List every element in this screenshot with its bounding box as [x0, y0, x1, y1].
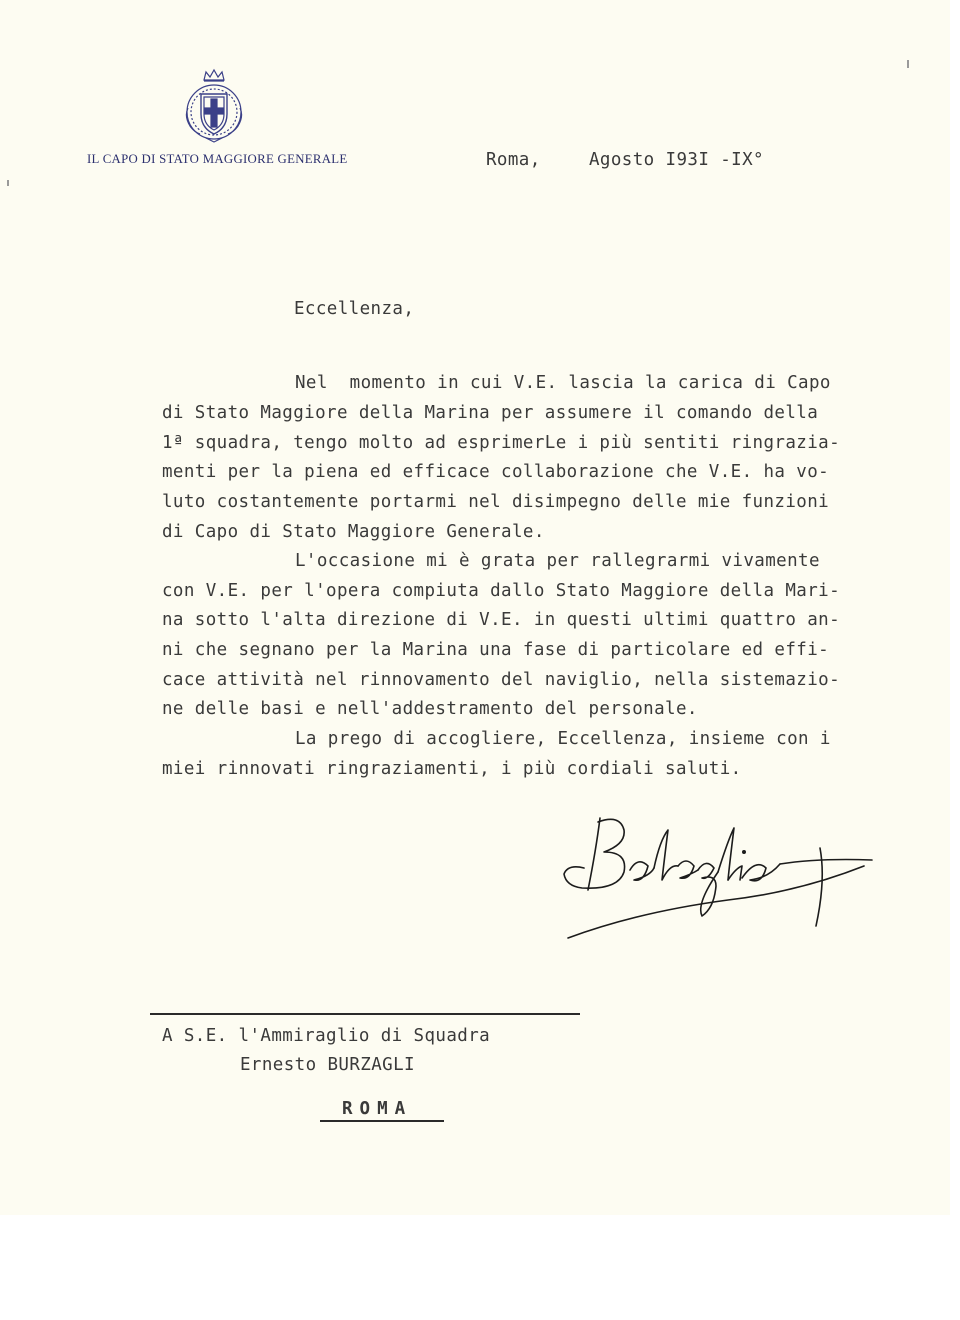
dateline-place: Roma, — [486, 150, 541, 170]
body-line: La prego di accogliere, Eccellenza, insieme con i — [295, 729, 831, 749]
dateline-date: Agosto I93I -IX° — [589, 150, 764, 170]
salutation: Eccellenza, — [294, 299, 415, 319]
body-line: con V.E. per l'opera compiuta dallo Stato Maggiore della Mari- — [162, 581, 841, 601]
body-line: luto costantemente portarmi nel disimpegno delle mie funzioni — [162, 492, 830, 512]
body-line: ne delle basi e nell'addestramento del personale. — [162, 699, 698, 719]
body-line: di Stato Maggiore della Marina per assumere il comando della — [162, 403, 819, 423]
body-line: cace attività nel rinnovamento del naviglio, nella sistemazio- — [162, 670, 841, 690]
handwritten-signature — [558, 800, 878, 945]
body-line: Nel momento in cui V.E. lascia la carica di Capo — [295, 373, 831, 393]
body-line: menti per la piena ed efficace collaborazione che V.E. ha vo- — [162, 462, 830, 482]
city-underline — [320, 1120, 444, 1122]
scan-mark — [7, 180, 9, 186]
coat-of-arms-emblem — [180, 68, 248, 144]
body-line: 1ª squadra, tengo molto ad esprimerLe i più sentiti ringrazia- — [162, 433, 841, 453]
body-line: na sotto l'alta direzione di V.E. in questi ultimi quattro an- — [162, 610, 841, 630]
body-line: L'occasione mi è grata per rallegrarmi vivamente — [295, 551, 820, 571]
addressee-line2: Ernesto BURZAGLI — [240, 1055, 415, 1075]
body-line: di Capo di Stato Maggiore Generale. — [162, 522, 545, 542]
addressee-rule — [150, 1013, 580, 1015]
page-edge — [950, 0, 960, 1320]
letterhead-title: IL CAPO DI STATO MAGGIORE GENERALE — [87, 152, 348, 166]
addressee-line1: A S.E. l'Ammiraglio di Squadra — [162, 1026, 491, 1046]
body-line: ni che segnano per la Marina una fase di particolare ed effi- — [162, 640, 830, 660]
scan-mark — [907, 60, 909, 68]
addressee-city: ROMA — [342, 1099, 413, 1119]
body-line: miei rinnovati ringraziamenti, i più cordiali saluti. — [162, 759, 742, 779]
